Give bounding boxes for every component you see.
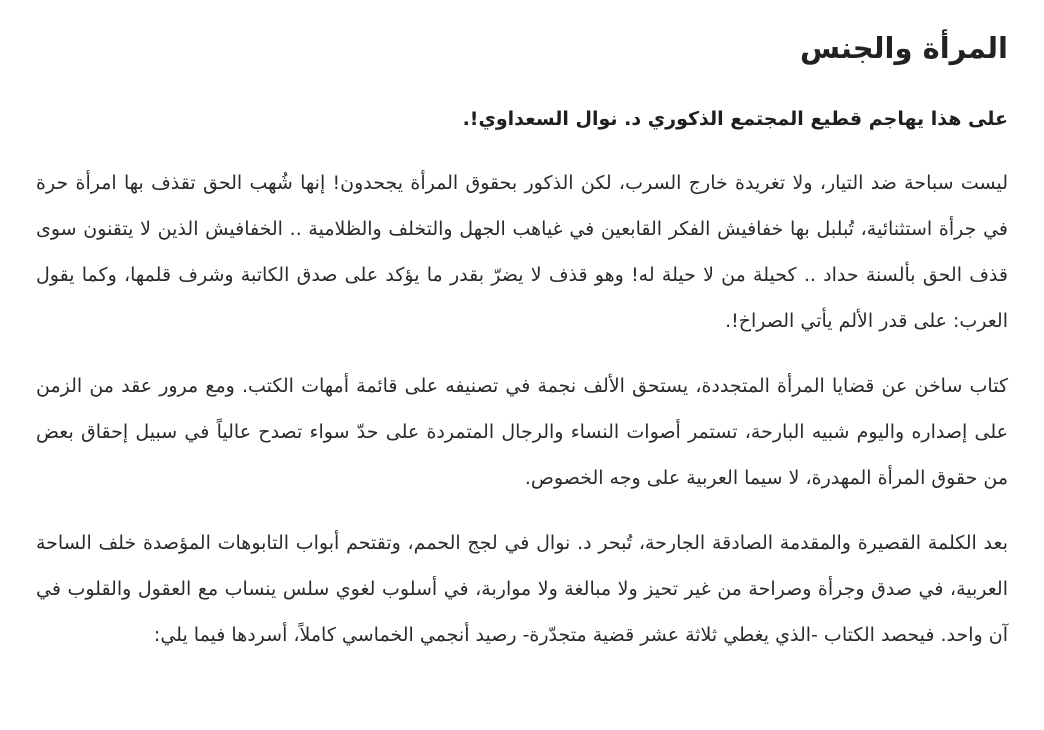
paragraph-3: بعد الكلمة القصيرة والمقدمة الصادقة الجارحة، تُبحر د. نوال في لجج الحمم، وتقتحم أبواب التابوهات المؤصدة خلف الساحة العربية، في صدق وجرأة وصراحة من غير تحيز ولا مبالغة ولا مواربة، في أسلوب لغوي سلس ينساب مع العقول والقلوب في آن واحد. فيحصد الكتاب -الذي يغطي ثلاثة عشر قضية متجدّرة- رصيد أنجمي الخماسي كاملاً، أسردها فيما يلي:: [36, 532, 1008, 646]
paragraph-2: كتاب ساخن عن قضايا المرأة المتجددة، يستحق الألف نجمة في تصنيفه على قائمة أمهات الكتب. ومع مرور عقد من الزمن على إصداره واليوم شبيه البارحة، تستمر أصوات النساء والرجال المتمردة على حدّ سواء تصدح عالياً في سبيل إحقاق بعض من حقوق المرأة المهدرة، لا سيما العربية على وجه الخصوص.: [36, 375, 1008, 489]
article-subtitle: على هذا يهاجم قطيع المجتمع الذكوري د. نوال السعداوي!.: [462, 108, 1008, 130]
article-title: المرأة والجنس: [799, 31, 1008, 65]
paragraph-1: ليست سباحة ضد التيار، ولا تغريدة خارج السرب، لكن الذكور بحقوق المرأة يجحدون! إنها شُهب الحق تقذف بها امرأة حرة في جرأة استثنائية، تُبلبل بها خفافيش الفكر القابعين في غياهب الجهل والتخلف والظلامية .. الخفافيش الذين لا يتقنون سوى قذف الحق بألسنة حداد .. كحيلة من لا حيلة له! وهو قذف لا يضرّ بقدر ما يؤكد على صدق الكاتبة وشرف قلمها، وكما يقول العرب: على قدر الألم يأتي الصراخ!.: [36, 172, 1008, 332]
